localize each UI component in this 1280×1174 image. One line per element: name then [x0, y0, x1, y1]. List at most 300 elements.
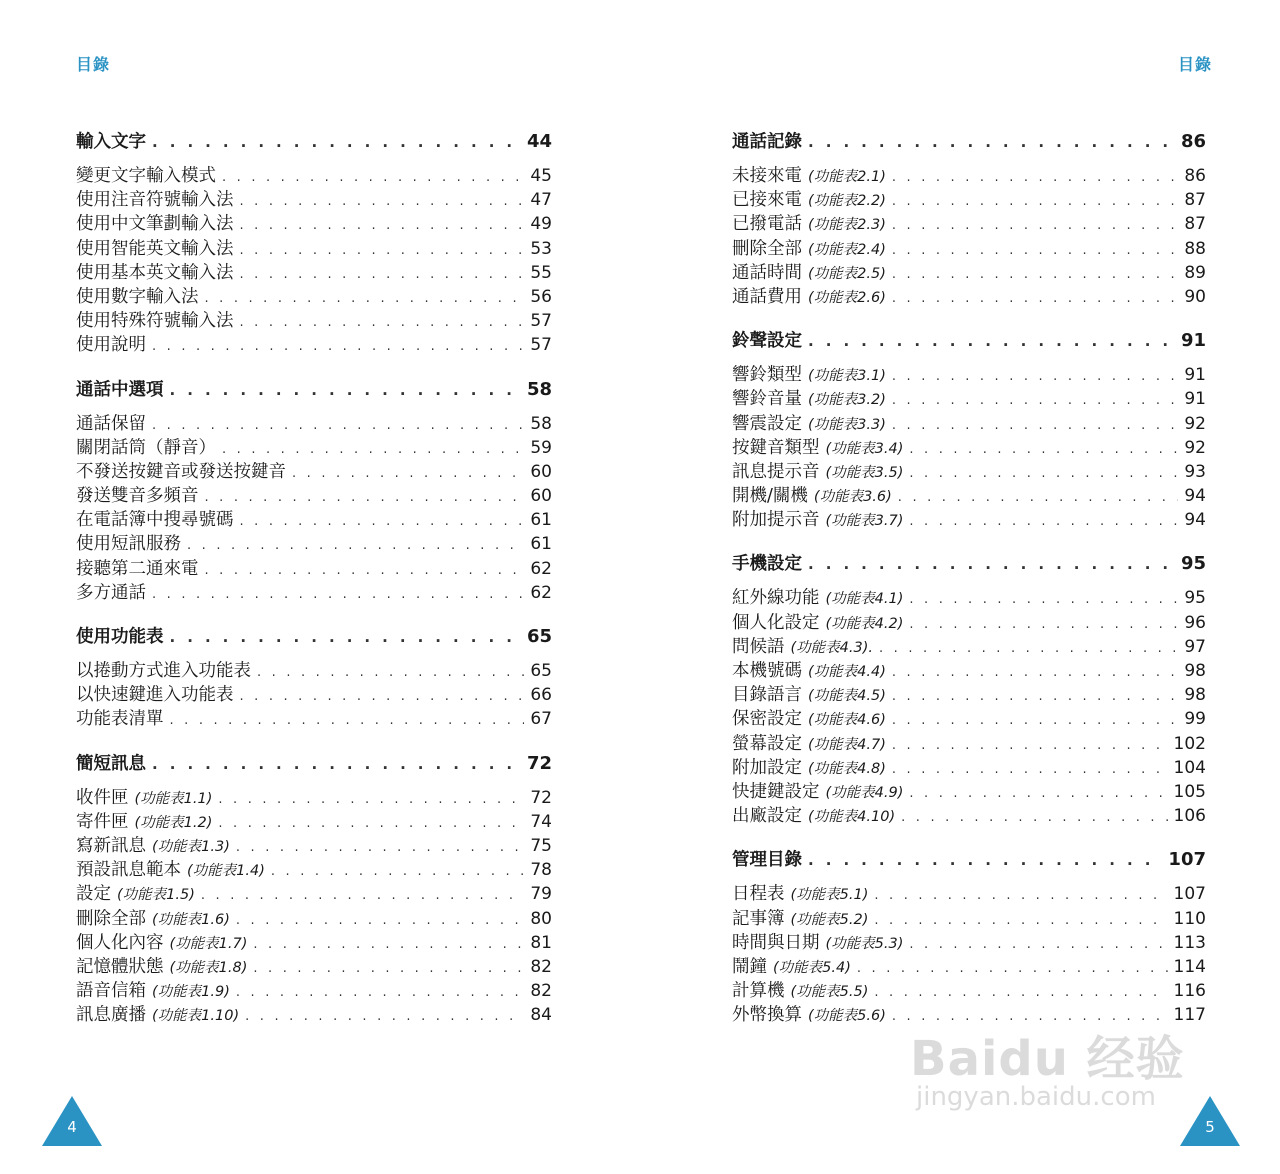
toc-entry[interactable] — [76, 977, 552, 1001]
toc-entry[interactable] — [732, 361, 1206, 385]
entry-page-number: 60 — [530, 461, 552, 482]
dot-leader — [240, 194, 525, 209]
entry-title: 功能表清單 — [76, 709, 164, 730]
dot-leader — [152, 587, 524, 602]
entry-menu-ref: (功能表3.5) — [825, 464, 904, 481]
entry-page-number: 60 — [530, 486, 552, 507]
section-title: 輸入文字 — [76, 132, 146, 152]
dot-leader — [892, 194, 1178, 209]
toc-section — [76, 750, 552, 1026]
entry-page-number: 75 — [530, 835, 552, 856]
toc-entry[interactable] — [76, 283, 552, 307]
toc-entry[interactable] — [76, 808, 552, 832]
dot-leader — [253, 961, 524, 976]
section-page-number: 95 — [1180, 553, 1206, 575]
dot-leader — [170, 381, 521, 399]
toc-entry[interactable] — [76, 235, 552, 259]
entry-title: 通話費用 — [732, 286, 802, 307]
page-number: 5 — [1205, 1118, 1215, 1136]
entry-title: 接聽第二通來電 — [76, 558, 199, 579]
dot-leader — [240, 243, 525, 258]
dot-leader — [240, 689, 525, 704]
entry-title: 出廠設定 — [732, 806, 802, 827]
toc-entry[interactable] — [76, 331, 552, 355]
entry-page-number: 66 — [530, 685, 552, 706]
entry-title: 使用基本英文輸入法 — [76, 262, 234, 283]
entry-page-number: 113 — [1173, 932, 1206, 953]
dot-leader — [892, 762, 1168, 777]
entry-title: 附加設定 — [732, 757, 802, 778]
dot-leader — [892, 418, 1178, 433]
dot-leader — [240, 218, 525, 233]
entry-page-number: 58 — [530, 413, 552, 434]
entry-title: 鬧鐘 — [732, 956, 767, 977]
dot-leader — [245, 1009, 524, 1024]
entry-page-number: 88 — [1184, 238, 1206, 259]
entry-title: 螢幕設定 — [732, 733, 802, 754]
entry-page-number: 62 — [530, 558, 552, 579]
dot-leader — [892, 369, 1178, 384]
entry-title: 發送雙音多頻音 — [76, 486, 199, 507]
entry-menu-ref: (功能表4.1) — [825, 591, 904, 608]
entry-menu-ref: (功能表3.2) — [808, 392, 886, 409]
toc-entry[interactable] — [732, 235, 1206, 259]
entry-title: 響鈴類型 — [732, 365, 802, 386]
entry-title: 日程表 — [732, 884, 785, 905]
entry-menu-ref: (功能表2.4) — [808, 241, 886, 258]
entry-title: 訊息廣播 — [76, 1005, 146, 1026]
entry-title: 以快速鍵進入功能表 — [76, 685, 234, 706]
entry-page-number: 82 — [530, 981, 552, 1002]
entry-page-number: 61 — [530, 534, 552, 555]
section-page-number: 86 — [1180, 131, 1206, 152]
dot-leader — [218, 792, 524, 807]
entry-menu-ref: (功能表3.6) — [813, 489, 892, 506]
toc-entry[interactable] — [732, 283, 1206, 307]
dot-leader — [205, 490, 525, 505]
entry-title: 語音信箱 — [76, 981, 146, 1002]
dot-leader — [892, 218, 1178, 233]
entry-page-number: 84 — [530, 1005, 552, 1026]
toc-entry[interactable] — [732, 778, 1206, 802]
section-heading-row[interactable] — [732, 327, 1206, 355]
dot-leader — [253, 937, 524, 952]
toc-entry[interactable] — [76, 162, 552, 186]
entry-page-number: 59 — [530, 437, 552, 458]
entry-title: 問候語 — [732, 636, 785, 657]
toc-entry[interactable] — [732, 929, 1206, 953]
dot-leader — [808, 133, 1175, 151]
section-title: 通話中選項 — [76, 379, 164, 400]
entry-page-number: 94 — [1184, 510, 1206, 531]
entry-page-number: 57 — [530, 335, 552, 356]
toc-entry[interactable] — [76, 410, 552, 434]
entry-title: 訊息提示音 — [732, 461, 820, 482]
entry-title: 個人化內容 — [76, 932, 164, 953]
entry-page-number: 47 — [530, 190, 552, 211]
entry-page-number: 45 — [530, 166, 552, 186]
entry-page-number: 74 — [530, 811, 552, 832]
entry-page-number: 81 — [530, 932, 552, 953]
entry-page-number: 116 — [1173, 981, 1206, 1002]
dot-leader — [170, 628, 521, 646]
toc-entry[interactable] — [732, 681, 1206, 705]
entry-menu-ref: (功能表4.2) — [825, 615, 904, 632]
section-heading-row[interactable] — [76, 128, 552, 156]
entry-page-number: 110 — [1173, 908, 1206, 929]
dot-leader — [808, 851, 1162, 869]
page-number-badge — [40, 1094, 104, 1148]
entry-menu-ref: (功能表4.8) — [808, 760, 886, 777]
entry-title: 變更文字輸入模式 — [76, 166, 216, 186]
dot-leader — [152, 755, 521, 773]
entry-menu-ref: (功能表4.3). — [790, 639, 873, 656]
entry-page-number: 86 — [1184, 166, 1206, 186]
entry-page-number: 98 — [1184, 661, 1206, 681]
toc-entry[interactable] — [76, 530, 552, 554]
entry-page-number: 89 — [1184, 262, 1206, 283]
dot-leader — [240, 514, 525, 529]
entry-page-number: 79 — [530, 884, 552, 905]
entry-title: 寄件匣 — [76, 811, 129, 832]
section-title: 手機設定 — [732, 554, 802, 575]
entry-title: 保密設定 — [732, 709, 802, 730]
toc-entry[interactable] — [732, 186, 1206, 210]
dot-leader — [909, 617, 1178, 632]
toc-entry[interactable] — [732, 754, 1206, 778]
toc-entry[interactable] — [76, 307, 552, 331]
dot-leader — [909, 514, 1178, 529]
entry-menu-ref: (功能表1.9) — [152, 984, 230, 1001]
toc-entry[interactable] — [76, 832, 552, 856]
section-title: 通話記錄 — [732, 132, 802, 152]
section-title: 使用功能表 — [76, 627, 164, 647]
section-page-number: 65 — [526, 626, 552, 647]
entry-title: 通話時間 — [732, 262, 802, 283]
entry-menu-ref: (功能表3.3) — [808, 416, 886, 433]
entry-menu-ref: (功能表4.5) — [808, 688, 886, 705]
entry-page-number: 92 — [1184, 437, 1206, 458]
toc-entry[interactable] — [732, 482, 1206, 506]
right-page — [640, 0, 1280, 1174]
dot-leader — [808, 332, 1175, 350]
entry-title: 使用說明 — [76, 335, 146, 356]
entry-title: 使用智能英文輸入法 — [76, 238, 234, 259]
toc-section — [732, 128, 1206, 307]
entry-page-number: 62 — [530, 582, 552, 603]
toc-entry[interactable] — [76, 880, 552, 904]
dot-leader — [201, 888, 524, 903]
toc-section — [76, 623, 552, 730]
dot-leader — [857, 961, 1168, 976]
dot-leader — [240, 315, 525, 330]
toc-entry[interactable] — [76, 784, 552, 808]
dot-leader — [271, 864, 524, 879]
entry-title: 已撥電話 — [732, 214, 802, 235]
entry-title: 附加提示音 — [732, 510, 820, 531]
dot-leader — [222, 170, 524, 185]
toc-entry[interactable] — [732, 434, 1206, 458]
dot-leader — [898, 490, 1178, 505]
entry-menu-ref: (功能表1.8) — [169, 959, 248, 976]
entry-title: 已接來電 — [732, 190, 802, 211]
entry-page-number: 107 — [1173, 884, 1206, 905]
dot-leader — [909, 937, 1167, 952]
entry-menu-ref: (功能表5.2) — [790, 911, 869, 928]
entry-title: 本機號碼 — [732, 661, 802, 681]
entry-menu-ref: (功能表1.6) — [152, 911, 230, 928]
entry-page-number: 67 — [530, 709, 552, 730]
dot-leader — [892, 393, 1178, 408]
section-page-number: 107 — [1168, 849, 1206, 871]
entry-page-number: 55 — [530, 262, 552, 283]
dot-leader — [879, 641, 1178, 656]
dot-leader — [892, 738, 1168, 753]
toc-entry[interactable] — [76, 681, 552, 705]
entry-menu-ref: (功能表1.3) — [152, 838, 230, 855]
toc-entry[interactable] — [732, 385, 1206, 409]
entry-page-number: 90 — [1184, 286, 1206, 307]
dot-leader — [892, 267, 1178, 282]
entry-menu-ref: (功能表1.5) — [117, 887, 195, 904]
toc-entry[interactable] — [76, 482, 552, 506]
dot-leader — [909, 786, 1167, 801]
entry-title: 關閉話筒（靜音） — [76, 437, 216, 458]
entry-title: 收件匣 — [76, 787, 129, 808]
entry-title: 設定 — [76, 884, 111, 905]
toc-entry[interactable] — [732, 506, 1206, 530]
entry-title: 開機/關機 — [732, 486, 808, 507]
entry-page-number: 95 — [1184, 588, 1206, 609]
section-heading-row[interactable] — [732, 550, 1206, 578]
page-number: 4 — [67, 1118, 77, 1136]
toc-entry[interactable] — [76, 210, 552, 234]
toc-entry[interactable] — [76, 555, 552, 579]
dot-leader — [218, 816, 524, 831]
entry-page-number: 80 — [530, 908, 552, 929]
entry-menu-ref: (功能表3.4) — [825, 440, 904, 457]
entry-title: 按鍵音類型 — [732, 437, 820, 458]
dot-leader — [909, 442, 1178, 457]
entry-title: 通話保留 — [76, 413, 146, 434]
toc-entry[interactable] — [732, 162, 1206, 186]
entry-page-number: 72 — [530, 787, 552, 808]
entry-menu-ref: (功能表1.10) — [152, 1008, 240, 1025]
entry-menu-ref: (功能表5.6) — [808, 1008, 886, 1025]
toc-section — [732, 846, 1206, 1025]
section-heading-row[interactable] — [76, 623, 552, 651]
entry-menu-ref: (功能表2.1) — [808, 169, 886, 185]
section-page-number: 72 — [526, 752, 552, 774]
toc-entry[interactable] — [76, 905, 552, 929]
toc-entry[interactable] — [732, 953, 1206, 977]
watermark-logo-text: Baidu 经验 — [910, 1031, 1185, 1087]
toc-entry[interactable] — [76, 1001, 552, 1025]
toc-entry[interactable] — [76, 458, 552, 482]
dot-leader — [892, 665, 1178, 680]
entry-title: 外幣換算 — [732, 1005, 802, 1026]
page-header: 目錄 — [1178, 55, 1213, 74]
entry-page-number: 99 — [1184, 709, 1206, 730]
watermark-url: jingyan.baidu.com — [916, 1082, 1156, 1112]
entry-title: 目錄語言 — [732, 685, 802, 706]
entry-page-number: 87 — [1184, 190, 1206, 211]
entry-page-number: 98 — [1184, 685, 1206, 706]
toc-section — [732, 550, 1206, 826]
dot-leader — [892, 291, 1178, 306]
entry-menu-ref: (功能表1.7) — [169, 935, 248, 952]
entry-title: 快捷鍵設定 — [732, 781, 820, 802]
toc-section — [76, 376, 552, 604]
entry-page-number: 78 — [530, 860, 552, 881]
toc-entry[interactable] — [732, 210, 1206, 234]
entry-page-number: 49 — [530, 214, 552, 235]
entry-title: 響鈴音量 — [732, 389, 802, 410]
toc-entry[interactable] — [76, 434, 552, 458]
toc-section — [732, 327, 1206, 530]
entry-title: 以捲動方式進入功能表 — [76, 661, 251, 681]
entry-menu-ref: (功能表2.3) — [808, 217, 886, 234]
entry-page-number: 104 — [1173, 757, 1206, 778]
entry-title: 個人化設定 — [732, 612, 820, 633]
dot-leader — [892, 170, 1178, 185]
dot-leader — [236, 985, 524, 1000]
toc-entry[interactable] — [76, 929, 552, 953]
watermark — [910, 1020, 1210, 1120]
toc-entry[interactable] — [732, 905, 1206, 929]
dot-leader — [205, 563, 525, 578]
dot-leader — [222, 442, 524, 457]
entry-menu-ref: (功能表5.4) — [773, 959, 851, 976]
toc-entry[interactable] — [732, 259, 1206, 283]
entry-page-number: 91 — [1184, 365, 1206, 386]
dot-leader — [892, 689, 1178, 704]
dot-leader — [152, 418, 524, 433]
entry-menu-ref: (功能表1.2) — [134, 814, 213, 831]
section-title: 簡短訊息 — [76, 753, 146, 774]
toc-entry[interactable] — [76, 186, 552, 210]
entry-menu-ref: (功能表4.9) — [825, 784, 904, 801]
dot-leader — [170, 713, 525, 728]
toc-entry[interactable] — [732, 977, 1206, 1001]
entry-title: 刪除全部 — [732, 238, 802, 259]
entry-page-number: 102 — [1173, 733, 1206, 754]
dot-leader — [236, 840, 524, 855]
entry-page-number: 97 — [1184, 636, 1206, 657]
toc-entry[interactable] — [732, 657, 1206, 681]
entry-page-number: 96 — [1184, 612, 1206, 633]
entry-title: 在電話簿中搜尋號碼 — [76, 510, 234, 531]
dot-leader — [874, 888, 1167, 903]
dot-leader — [909, 592, 1178, 607]
entry-menu-ref: (功能表4.4) — [808, 664, 886, 680]
dot-leader — [152, 133, 521, 151]
dot-leader — [236, 913, 524, 928]
entry-title: 使用數字輸入法 — [76, 286, 199, 307]
entry-menu-ref: (功能表2.6) — [808, 289, 886, 306]
toc-entry[interactable] — [732, 705, 1206, 729]
entry-menu-ref: (功能表2.2) — [808, 193, 886, 210]
dot-leader — [808, 555, 1175, 573]
entry-title: 記事簿 — [732, 908, 785, 929]
entry-menu-ref: (功能表4.6) — [808, 712, 886, 729]
page-header: 目錄 — [76, 55, 111, 74]
section-heading-row[interactable] — [76, 376, 552, 404]
dot-leader — [152, 339, 524, 354]
toc-entry[interactable] — [76, 953, 552, 977]
entry-title: 多方通話 — [76, 582, 146, 603]
entry-page-number: 92 — [1184, 413, 1206, 434]
entry-page-number: 91 — [1184, 389, 1206, 410]
dot-leader — [187, 538, 524, 553]
entry-title: 刪除全部 — [76, 908, 146, 929]
toc-entry[interactable] — [732, 802, 1206, 826]
toc-entry[interactable] — [76, 506, 552, 530]
toc-entry[interactable] — [76, 657, 552, 681]
entry-title: 不發送按鍵音或發送按鍵音 — [76, 461, 286, 482]
section-heading-row[interactable] — [732, 846, 1206, 874]
toc-entry[interactable] — [732, 458, 1206, 482]
toc-entry[interactable] — [76, 579, 552, 603]
entry-title: 記憶體狀態 — [76, 956, 164, 977]
dot-leader — [909, 466, 1178, 481]
toc-section — [76, 128, 552, 356]
entry-title: 計算機 — [732, 981, 785, 1002]
entry-menu-ref: (功能表3.1) — [808, 368, 886, 385]
section-title: 管理目錄 — [732, 850, 802, 871]
toc-entry[interactable] — [732, 880, 1206, 904]
entry-page-number: 53 — [530, 238, 552, 259]
toc-entry[interactable] — [732, 609, 1206, 633]
dot-leader — [292, 466, 524, 481]
entry-page-number: 65 — [530, 661, 552, 681]
section-heading-row[interactable] — [76, 750, 552, 778]
section-heading-row[interactable] — [732, 128, 1206, 156]
entry-page-number: 57 — [530, 311, 552, 332]
entry-page-number: 56 — [530, 286, 552, 307]
toc-entry[interactable] — [732, 633, 1206, 657]
entry-menu-ref: (功能表5.1) — [790, 887, 869, 904]
dot-leader — [205, 291, 525, 306]
dot-leader — [874, 913, 1167, 928]
entry-menu-ref: (功能表5.5) — [790, 984, 869, 1001]
section-page-number: 91 — [1180, 330, 1206, 352]
toc-entry[interactable] — [732, 730, 1206, 754]
toc-entry[interactable] — [76, 259, 552, 283]
entry-title: 未接來電 — [732, 166, 802, 186]
toc-entry[interactable] — [732, 410, 1206, 434]
entry-menu-ref: (功能表4.10) — [808, 809, 896, 826]
entry-title: 使用特殊符號輸入法 — [76, 311, 234, 332]
toc-entry[interactable] — [76, 856, 552, 880]
section-title: 鈴聲設定 — [732, 331, 802, 352]
entry-page-number: 117 — [1173, 1005, 1206, 1026]
entry-menu-ref: (功能表1.4) — [187, 863, 265, 880]
section-page-number: 58 — [526, 378, 552, 400]
entry-page-number: 93 — [1184, 461, 1206, 482]
dot-leader — [901, 810, 1167, 825]
toc — [732, 128, 1206, 1045]
toc-entry[interactable] — [732, 584, 1206, 608]
entry-menu-ref: (功能表5.3) — [825, 935, 904, 952]
entry-page-number: 87 — [1184, 214, 1206, 235]
entry-title: 寫新訊息 — [76, 835, 146, 856]
entry-page-number: 94 — [1184, 486, 1206, 507]
entry-page-number: 106 — [1173, 806, 1206, 827]
toc-entry[interactable] — [76, 705, 552, 729]
dot-leader — [874, 985, 1167, 1000]
entry-title: 使用短訊服務 — [76, 534, 181, 555]
